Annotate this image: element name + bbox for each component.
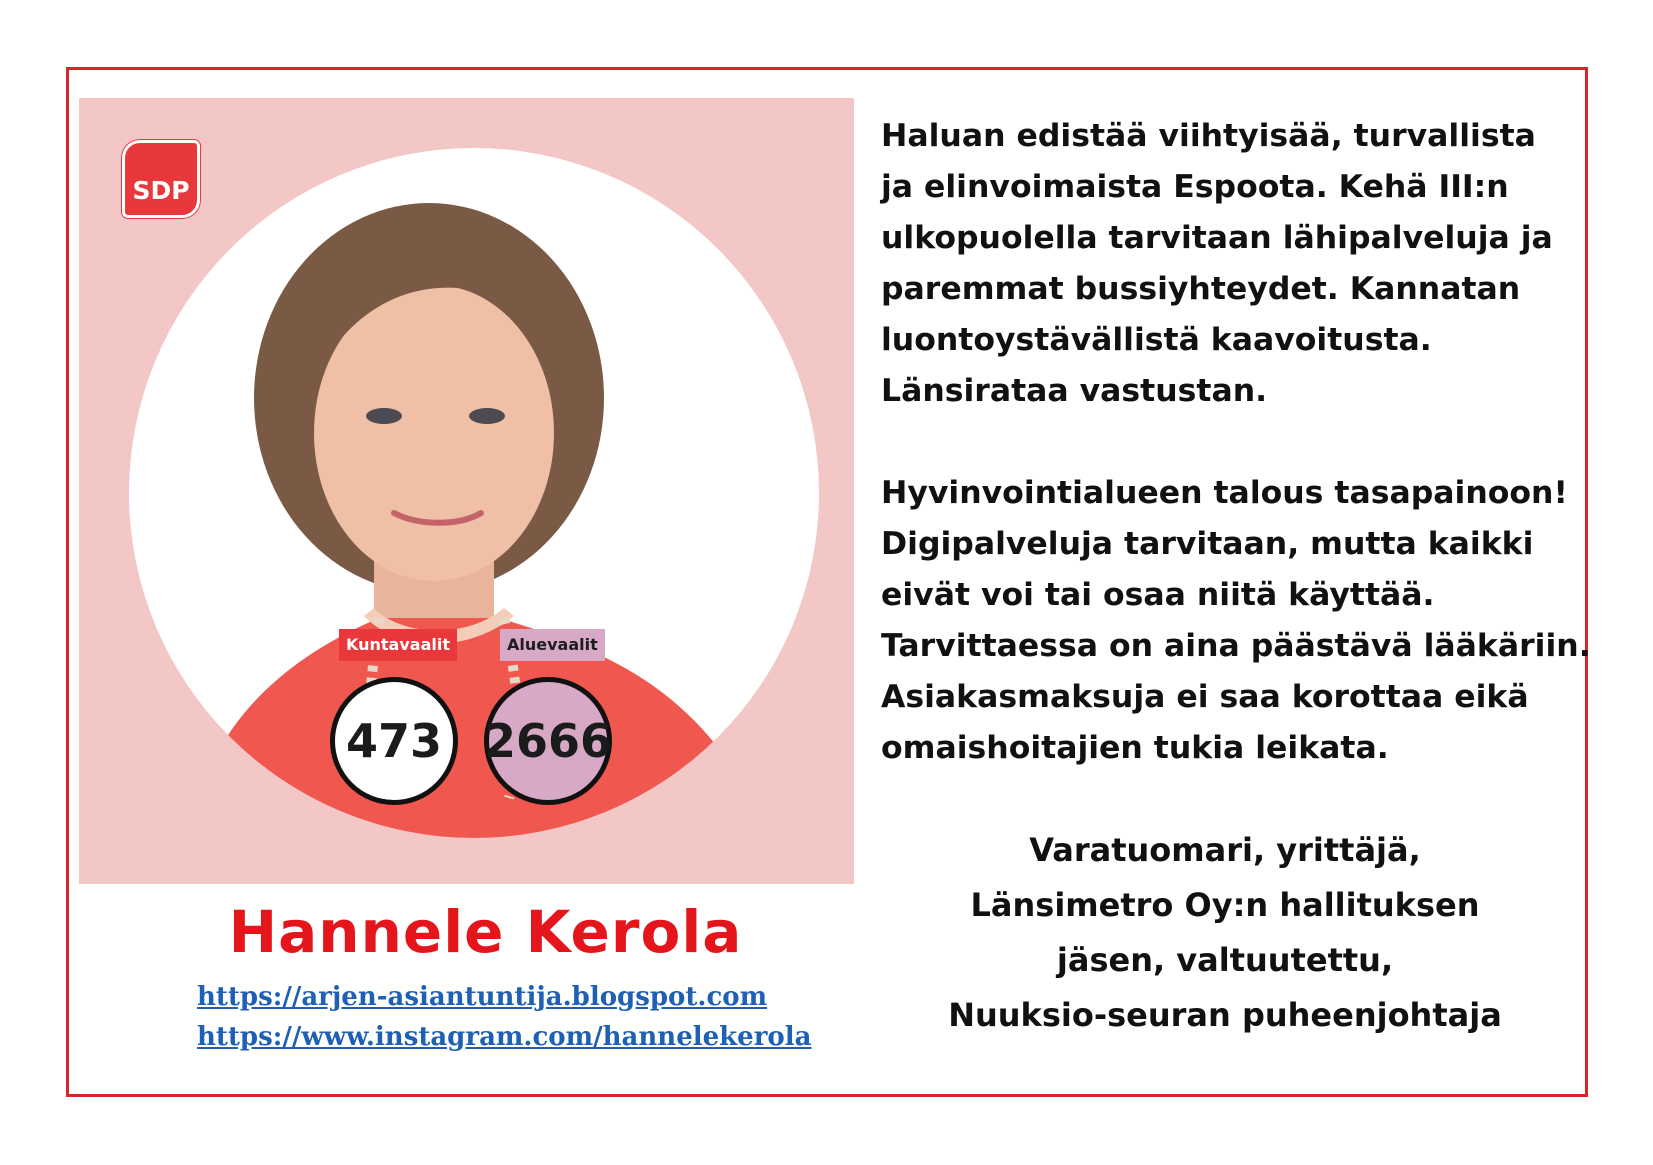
paragraph-line: Asiakasmaksuja ei saa korottaa eikä xyxy=(881,679,1529,715)
sdp-logo-text: SDP xyxy=(132,176,190,205)
kuntavaalit-number: 473 xyxy=(345,714,443,768)
kuntavaalit-label: Kuntavaalit xyxy=(339,629,457,661)
aluevaalit-number: 2666 xyxy=(483,714,613,768)
paragraph-line: paremmat bussiyhteydet. Kannatan xyxy=(881,271,1521,307)
paragraph-line: ja elinvoimaista Espoota. Kehä III:n xyxy=(881,169,1509,205)
paragraph-line: Länsirataa vastustan. xyxy=(881,373,1268,409)
paragraph-line: eivät voi tai osaa niitä käyttää. xyxy=(881,577,1435,613)
paragraph-line: Digipalveluja tarvitaan, mutta kaikki xyxy=(881,526,1534,562)
aluevaalit-number-badge xyxy=(484,677,612,805)
kuntavaalit-number-badge xyxy=(330,677,458,805)
candidate-name: Hannele Kerola xyxy=(228,898,743,966)
platform-paragraph-1 xyxy=(881,111,1581,417)
sdp-logo xyxy=(122,140,200,218)
paragraph-line: Tarvittaessa on aina päästävä lääkäriin. xyxy=(881,628,1591,664)
portrait-illustration xyxy=(129,148,819,838)
platform-paragraph-2 xyxy=(881,468,1591,774)
paragraph-line: omaishoitajien tukia leikata. xyxy=(881,730,1389,766)
paragraph-line: luontoystävällistä kaavoitusta. xyxy=(881,322,1432,358)
paragraph-line: ulkopuolella tarvitaan lähipalveluja ja xyxy=(881,220,1553,256)
bio-line: Länsimetro Oy:n hallituksen xyxy=(970,886,1480,924)
candidate-photo-panel xyxy=(79,98,854,884)
bio-line: jäsen, valtuutettu, xyxy=(1056,941,1394,979)
bio-line: Varatuomari, yrittäjä, xyxy=(1029,831,1421,869)
candidate-portrait xyxy=(129,148,819,838)
paragraph-line: Hyvinvointialueen talous tasapainoon! xyxy=(881,475,1568,511)
paragraph-line: Haluan edistää viihtyisää, turvallista xyxy=(881,118,1536,154)
blog-link[interactable]: https://arjen-asiantuntija.blogspot.com xyxy=(197,982,768,1012)
aluevaalit-label: Aluevaalit xyxy=(500,629,605,661)
instagram-link[interactable]: https://www.instagram.com/hannelekerola xyxy=(197,1022,812,1052)
bio-line: Nuuksio-seuran puheenjohtaja xyxy=(948,996,1502,1034)
candidate-bio xyxy=(900,823,1550,1043)
